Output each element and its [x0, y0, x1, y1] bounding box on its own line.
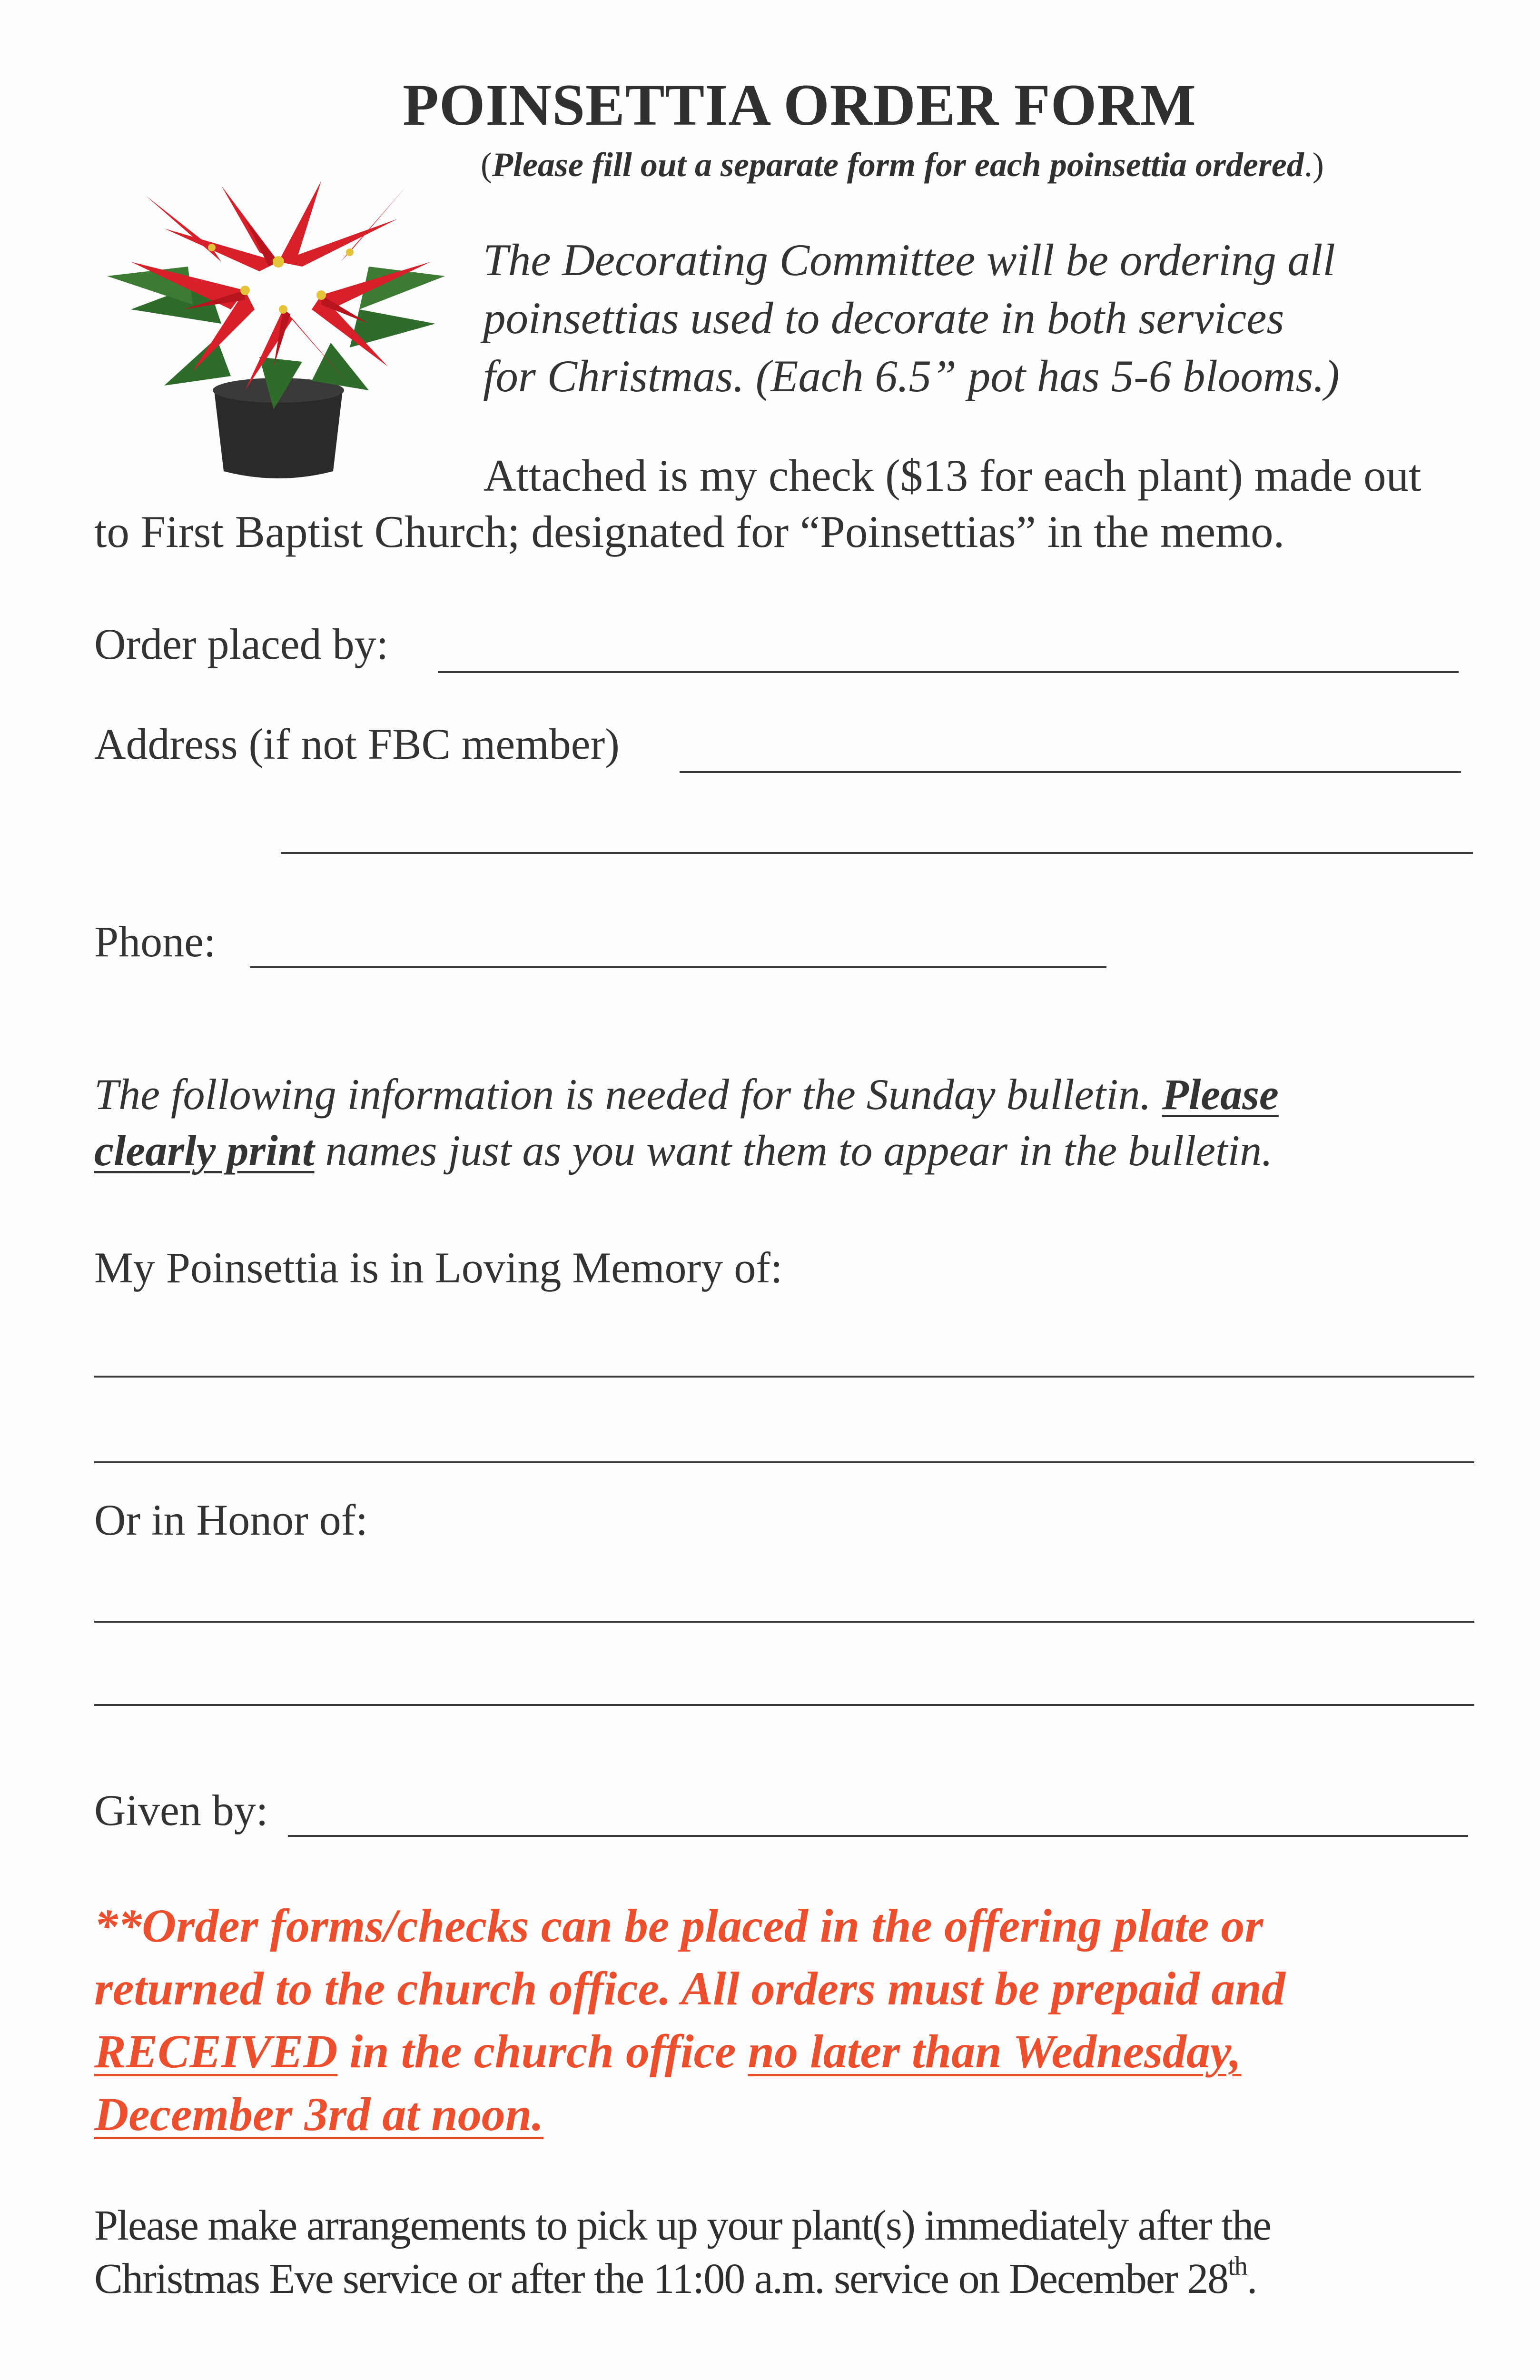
- subtitle-open: (: [481, 146, 492, 184]
- check-paragraph: [94, 447, 1474, 560]
- bulletin-emphasis: Please: [1162, 1070, 1279, 1119]
- given-by-field[interactable]: [288, 1835, 1468, 1837]
- subtitle-close: .): [1303, 146, 1324, 184]
- address-field-line2[interactable]: [281, 852, 1473, 854]
- address-label: Address (if not FBC member): [94, 720, 620, 768]
- intro-line: The Decorating Committee will be ordering all: [483, 235, 1335, 285]
- notice-line: [94, 2083, 1498, 2146]
- in-honor-field-line2[interactable]: [94, 1704, 1474, 1706]
- notice-received: RECEIVED: [94, 2025, 338, 2078]
- phone-field[interactable]: [250, 966, 1106, 968]
- bulletin-line: [94, 1066, 1498, 1122]
- order-placed-by-label: Order placed by:: [94, 620, 389, 668]
- loving-memory-label: My Poinsettia is in Loving Memory of:: [94, 1243, 783, 1292]
- bulletin-text: names just as you want them to appear in the bulletin.: [314, 1126, 1273, 1175]
- pickup-text: Christmas Eve service or after the 11:00 a.m. service on December 28: [94, 2255, 1228, 2302]
- loving-memory-field-line1[interactable]: [94, 1376, 1474, 1378]
- pickup-period: .: [1246, 2255, 1257, 2302]
- notice-line: [94, 2020, 1498, 2083]
- notice-deadline-date: December 3rd at noon.: [94, 2088, 544, 2141]
- bulletin-line: [94, 1122, 1498, 1179]
- intro-line: poinsettias used to decorate in both services: [483, 293, 1284, 343]
- intro-line: for Christmas. (Each 6.5” pot has 5-6 blooms.): [483, 351, 1340, 401]
- bulletin-instructions: [94, 1066, 1498, 1179]
- check-line: to First Baptist Church; designated for “Poinsettias” in the memo.: [94, 506, 1285, 557]
- form-subtitle: [481, 145, 1324, 185]
- notice-line: **Order forms/checks can be placed in the offering plate or: [94, 1899, 1264, 1952]
- pickup-line: Please make arrangements to pick up your plant(s) immediately after the: [94, 2202, 1271, 2249]
- notice-deadline: no later than Wednesday,: [748, 2025, 1242, 2078]
- notice-line: returned to the church office. All orders must be prepaid and: [94, 1962, 1285, 2015]
- in-honor-field-line1[interactable]: [94, 1621, 1474, 1623]
- phone-label: Phone:: [94, 917, 216, 966]
- deadline-notice: [94, 1894, 1498, 2146]
- given-by-label: Given by:: [94, 1786, 268, 1835]
- poinsettia-plant-icon: [102, 167, 464, 490]
- subtitle-text: Please fill out a separate form for each poinsettia ordered: [492, 146, 1304, 184]
- notice-text: in the church office: [337, 2025, 748, 2078]
- bulletin-text: The following information is needed for the Sunday bulletin.: [94, 1070, 1162, 1119]
- pickup-ordinal: th: [1228, 2251, 1247, 2281]
- order-placed-by-field[interactable]: [438, 671, 1459, 673]
- intro-paragraph: [483, 231, 1482, 405]
- pickup-instructions: [94, 2199, 1498, 2306]
- pickup-line: [94, 2252, 1498, 2306]
- address-field-line1[interactable]: [680, 771, 1461, 773]
- bulletin-emphasis: clearly print: [94, 1126, 315, 1175]
- check-line: Attached is my check ($13 for each plant) made out: [484, 450, 1422, 501]
- in-honor-label: Or in Honor of:: [94, 1496, 368, 1544]
- form-title: POINSETTIA ORDER FORM: [403, 72, 1196, 138]
- loving-memory-field-line2[interactable]: [94, 1461, 1474, 1463]
